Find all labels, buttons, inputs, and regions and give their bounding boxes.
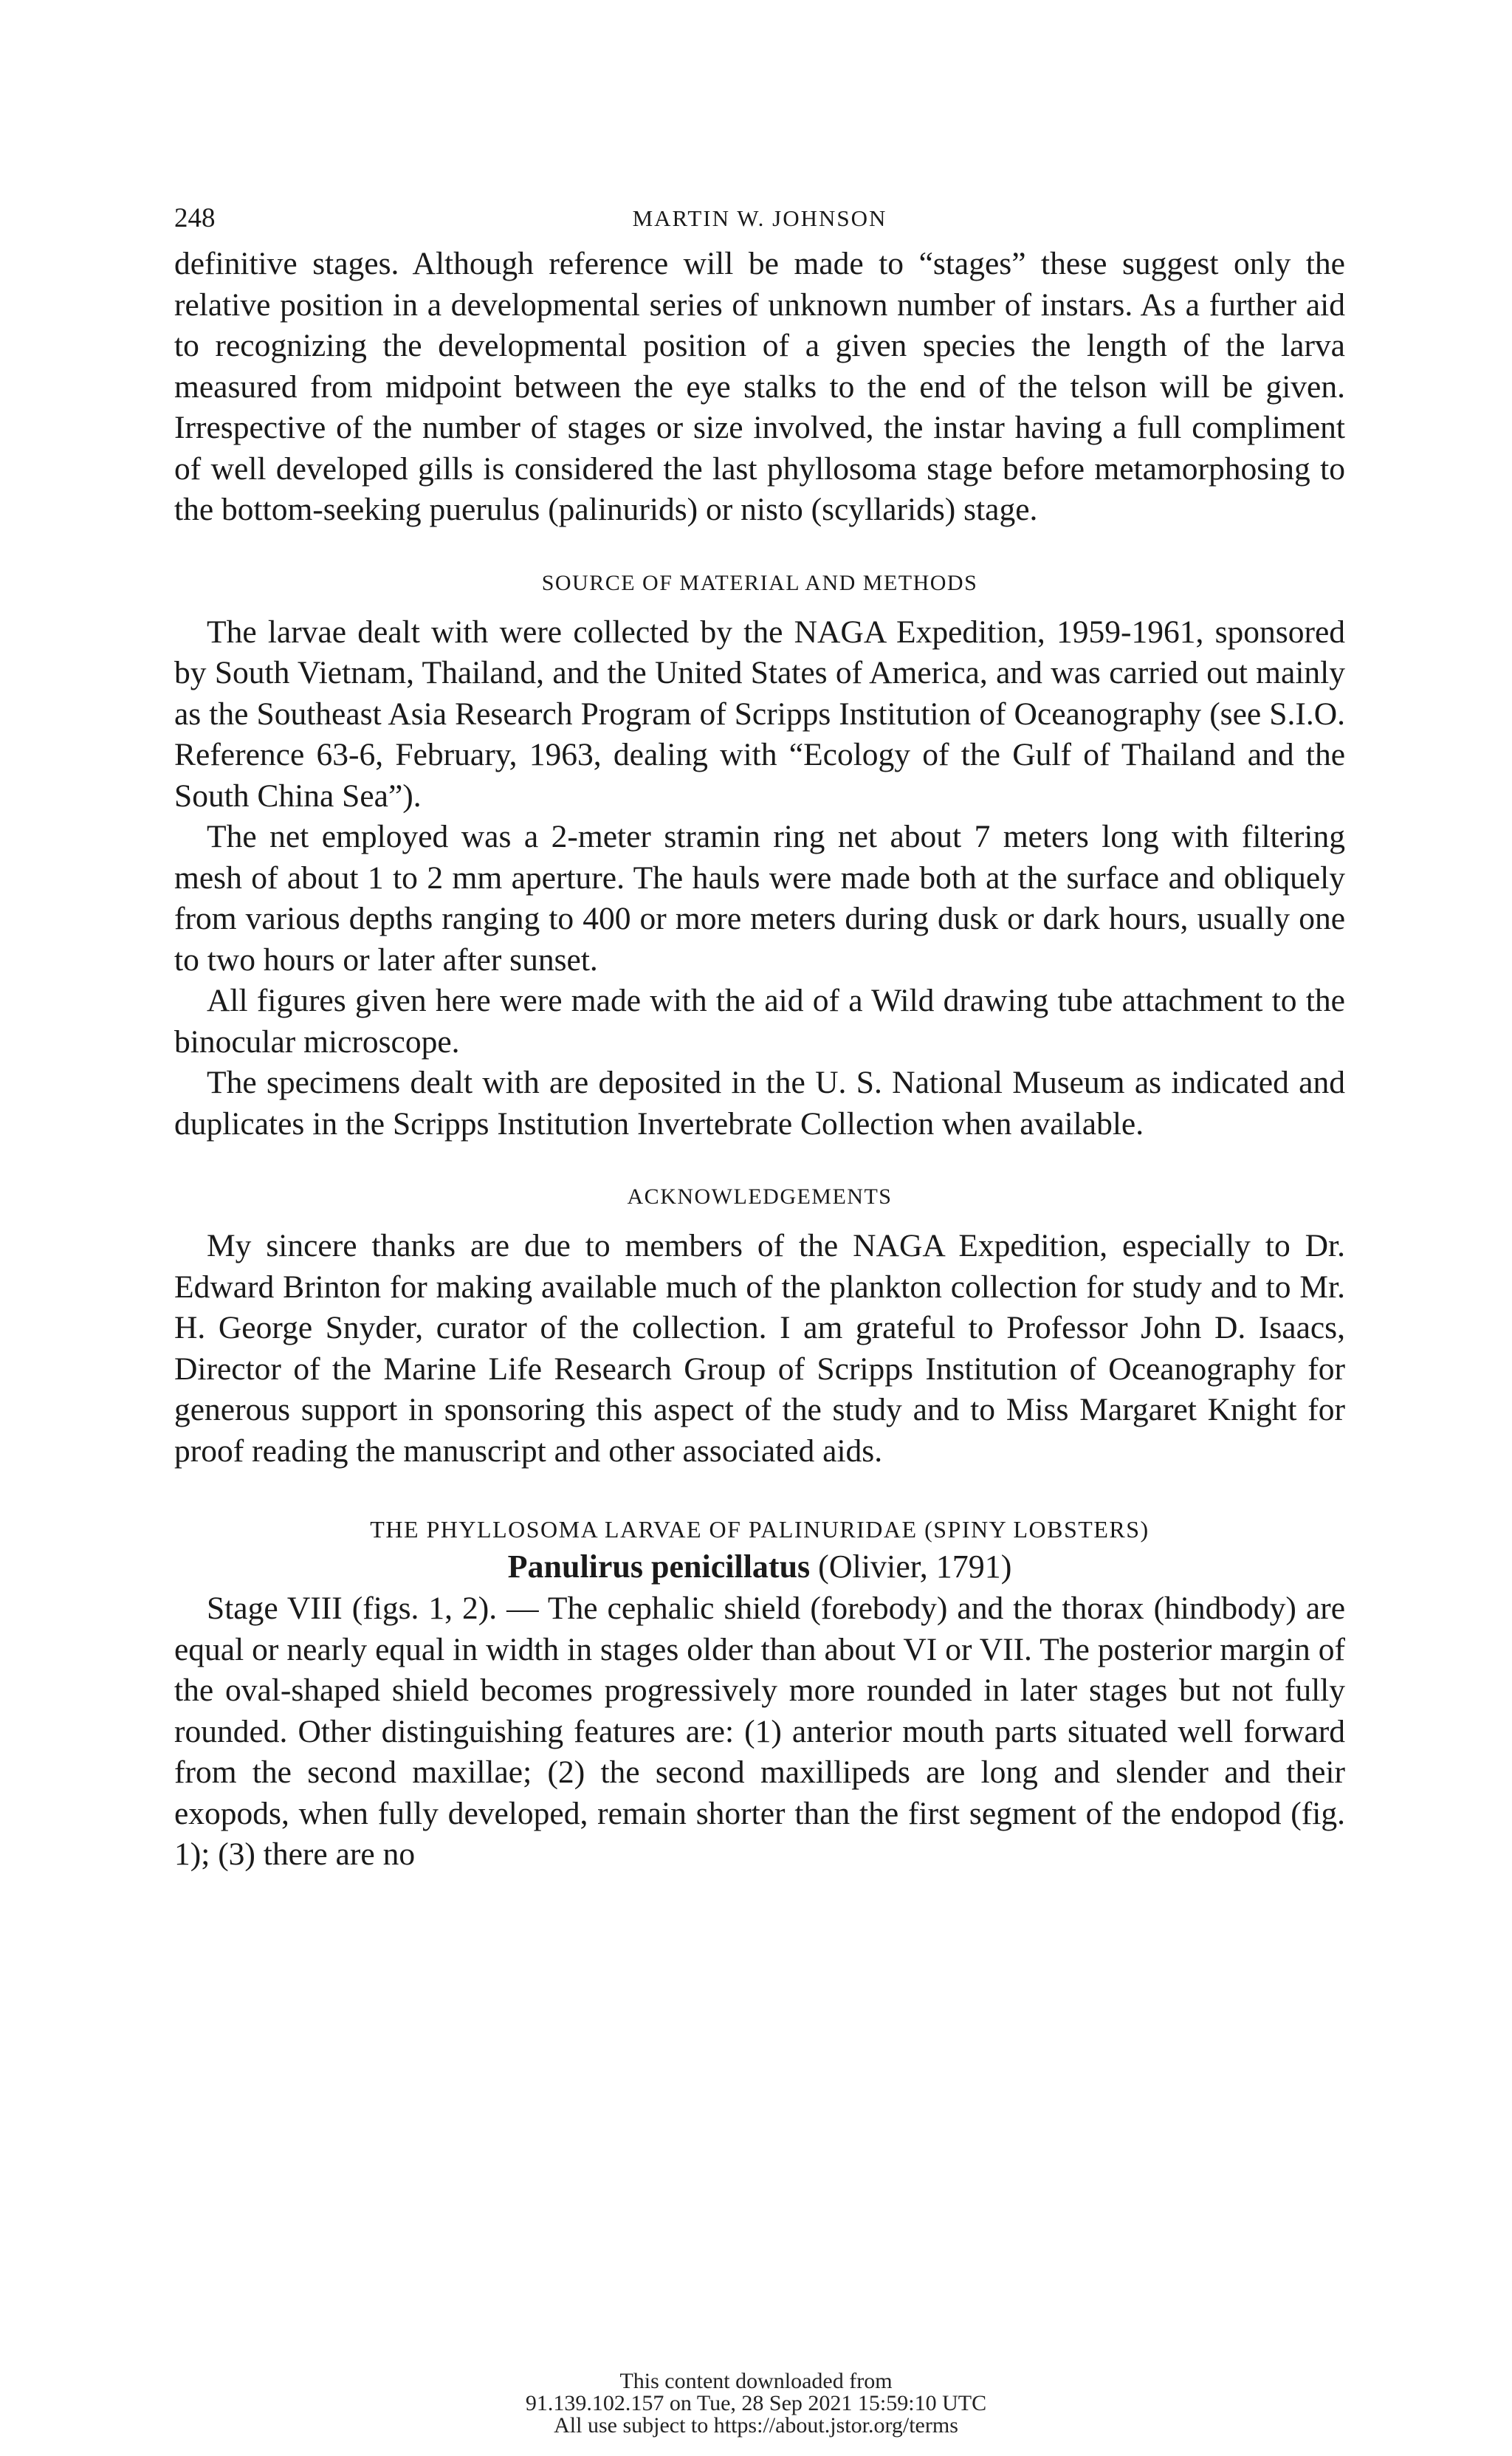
running-head: [174, 192, 1345, 236]
acknowledgements-paragraph: My sincere thanks are due to members of the NAGA Expedition, especially to Dr. Edward Brinton for making available much of the plankton collection for study and to Mr. H. George Snyder, curator of the collection. I am grateful to Professor John D. Isaacs, Director of the Marine Life Research Group of Scripps Institution of Oceanography for generous support in sponsoring this aspect of the study and to Miss Margaret Knight for proof reading the manuscript and other associated aids.: [174, 1228, 1345, 1469]
section-heading-phyllosoma: THE PHYLLOSOMA LARVAE OF PALINURIDAE (SPINY LOBSTERS): [370, 1516, 1150, 1543]
page-content: [174, 192, 1345, 1876]
download-notice-line-2: 91.139.102.157 on Tue, 28 Sep 2021 15:59:10 UTC: [525, 2391, 987, 2415]
methods-paragraph-4: The specimens dealt with are deposited in the U. S. National Museum as indicated and duplicates in the Scripps Institution Invertebrate Collection when available.: [174, 1065, 1345, 1142]
intro-paragraph: definitive stages. Although reference will be made to “stages” these suggest only the relative position in a developmental series of unknown number of instars. As a further aid to recognizing the developmental position of a given species the length of the larva measured from midpoint between the eye stalks to the end of the telson will be given. Irrespective of the number of stages or size involved, the instar having a full compliment of well developed gills is considered the last phyllosoma stage before metamorphosing to the bottom-seeking puerulus (palinurids) or nisto (scyllarids) stage.: [174, 246, 1345, 527]
download-notice: [0, 2370, 1512, 2437]
methods-paragraph-3: All figures given here were made with the aid of a Wild drawing tube attachment to the binocular microscope.: [174, 983, 1345, 1060]
methods-paragraph-1: The larvae dealt with were collected by the NAGA Expedition, 1959-1961, sponsored by South Vietnam, Thailand, and the United States of America, and was carried out mainly as the Southeast Asia Research Program of Scripps Institution of Oceanography (see S.I.O. Reference 63-6, February, 1963, dealing with “Ecology of the Gulf of Thailand and the South China Sea”).: [174, 614, 1345, 814]
section-heading-acknowledgements: ACKNOWLEDGEMENTS: [627, 1184, 893, 1209]
download-notice-line-3: All use subject to https://about.jstor.org/terms: [554, 2413, 958, 2438]
page-number: 248: [174, 203, 216, 233]
species-authority: (Olivier, 1791): [810, 1548, 1012, 1585]
stage-viii-paragraph: Stage VIII (figs. 1, 2). — The cephalic shield (forebody) and the thorax (hindbody) are equal or nearly equal in width in stages older than about VI or VII. The posterior margin of the oval-shaped shield becomes progressively more rounded in later stages but not fully rounded. Other distinguishing features are: (1) anterior mouth parts situated well forward from the second maxillae; (2) the second maxillipeds are long and slender and their exopods, when fully developed, remain shorter than the first segment of the endopod (fig. 1); (3) there are no: [174, 1591, 1345, 1872]
running-head-author: MARTIN W. JOHNSON: [632, 205, 887, 231]
section-heading-methods: SOURCE OF MATERIAL AND METHODS: [541, 570, 978, 595]
species-title: [174, 1548, 1345, 1585]
methods-paragraph-2: The net employed was a 2-meter stramin ring net about 7 meters long with filtering mesh of about 1 to 2 mm aperture. The hauls were made both at the surface and obliquely from various depths ranging to 400 or more meters during dusk or dark hours, usually one to two hours or later after sunset.: [174, 819, 1345, 978]
species-name: Panulirus penicillatus: [507, 1548, 811, 1585]
download-notice-line-1: This content downloaded from: [619, 2369, 893, 2393]
